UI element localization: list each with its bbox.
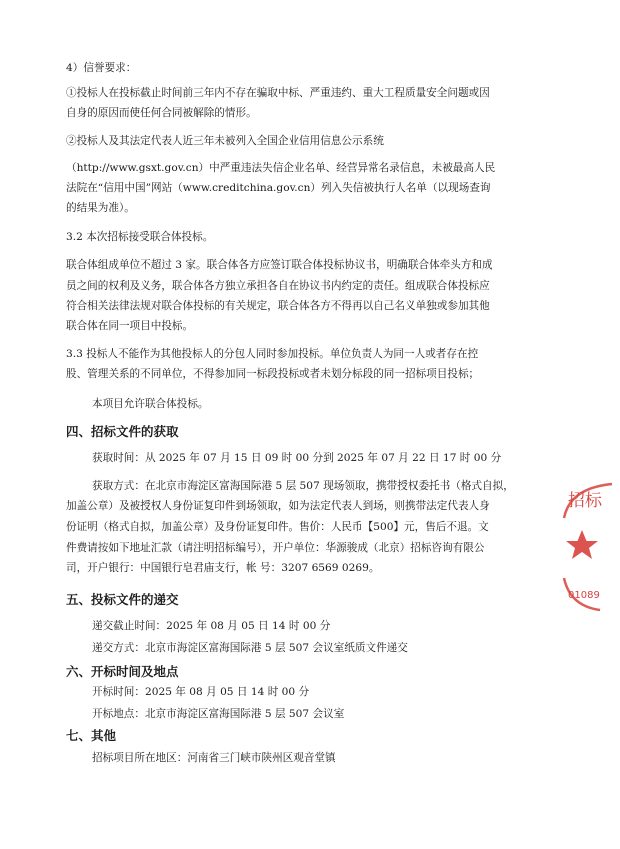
section-3-2: 3.2 本次招标接受联合体投标。	[66, 231, 214, 243]
body-line: 自身的原因而使任何合同被解除的情形。	[66, 107, 257, 119]
body-line: 招标项目所在地区：河南省三门峡市陕州区观音堂镇	[92, 752, 336, 764]
body-line: 件费请按如下地址汇款（请注明招标编号），开户单位：华源骏成（北京）招标咨询有限公	[66, 542, 485, 554]
body-line: （http://www.gsxt.gov.cn）中严重违法失信企业名单、经营异常名录信息，未被最高人民	[66, 162, 496, 174]
body-line: 员之间的权利及义务，联合体各方独立承担各自在协议书内约定的责任。组成联合体投标应	[66, 280, 490, 292]
body-line: 联合体在同一项目中投标。	[66, 320, 194, 332]
body-line: ①投标人在投标截止时间前三年内不存在骗取中标、严重违约、重大工程质量安全问题或因	[66, 87, 490, 99]
body-line: 法院在“信用中国”网站（www.creditchina.gov.cn）列入失信被执行人名单（以现场查询	[66, 182, 491, 194]
body-line: 开标时间：2025 年 08 月 05 日 14 时 00 分	[92, 686, 310, 698]
section-3-3: 3.3 投标人不能作为其他投标人的分包人同时参加投标。单位负责人为同一人或者存在控	[66, 348, 479, 360]
body-line: 符合相关法律法规对联合体投标的有关规定，联合体各方不得再以自己名义单独或参加其他	[66, 300, 490, 312]
body-line: 获取方式：在北京市海淀区富海国际港 5 层 507 现场领取，携带授权委托书（格式自拟，	[92, 480, 514, 492]
seal-stamp	[560, 478, 620, 628]
body-line: 本项目允许联合体投标。	[92, 398, 209, 410]
seal-text-top: 招标	[568, 491, 602, 511]
body-line: 联合体组成单位不超过 3 家。联合体各方应签订联合体投标协议书，明确联合体牵头方和成	[66, 259, 493, 271]
section-5-heading: 五、投标文件的递交	[66, 592, 179, 607]
credit-requirement-heading: 4）信誉要求：	[66, 62, 137, 74]
body-line: 司，开户银行：中国银行皂君庙支行，帐 号：3207 6569 0269。	[66, 562, 380, 574]
seal-text-bottom: 01089	[568, 590, 600, 601]
section-6-heading: 六、开标时间及地点	[66, 664, 179, 679]
body-line: 的结果为准）。	[66, 202, 135, 214]
body-line: 获取时间：从 2025 年 07 月 15 日 09 时 00 分到 2025 年 07 月 22 日 17 时 00 分	[92, 452, 502, 464]
body-line: 股、管理关系的不同单位，不得参加同一标段投标或者未划分标段的同一招标项目投标；	[66, 368, 480, 380]
body-line: 开标地点：北京市海淀区富海国际港 5 层 507 会议室	[92, 708, 345, 720]
body-line: 加盖公章）及被授权人身份证复印件到场领取，如为法定代表人到场，则携带法定代表人身	[66, 500, 490, 512]
section-7-heading: 七、其他	[66, 728, 117, 743]
seal-star-icon	[566, 530, 598, 559]
body-line: 份证明（格式自拟，加盖公章）及身份证复印件。售价：人民币【500】元，售后不退。文	[66, 521, 489, 533]
body-line: 递交截止时间：2025 年 08 月 05 日 14 时 00 分	[92, 620, 331, 632]
body-line: 递交方式：北京市海淀区富海国际港 5 层 507 会议室纸质文件递交	[92, 642, 408, 654]
section-4-heading: 四、招标文件的获取	[66, 424, 179, 439]
body-line: ②投标人及其法定代表人近三年未被列入全国企业信用信息公示系统	[66, 135, 384, 147]
